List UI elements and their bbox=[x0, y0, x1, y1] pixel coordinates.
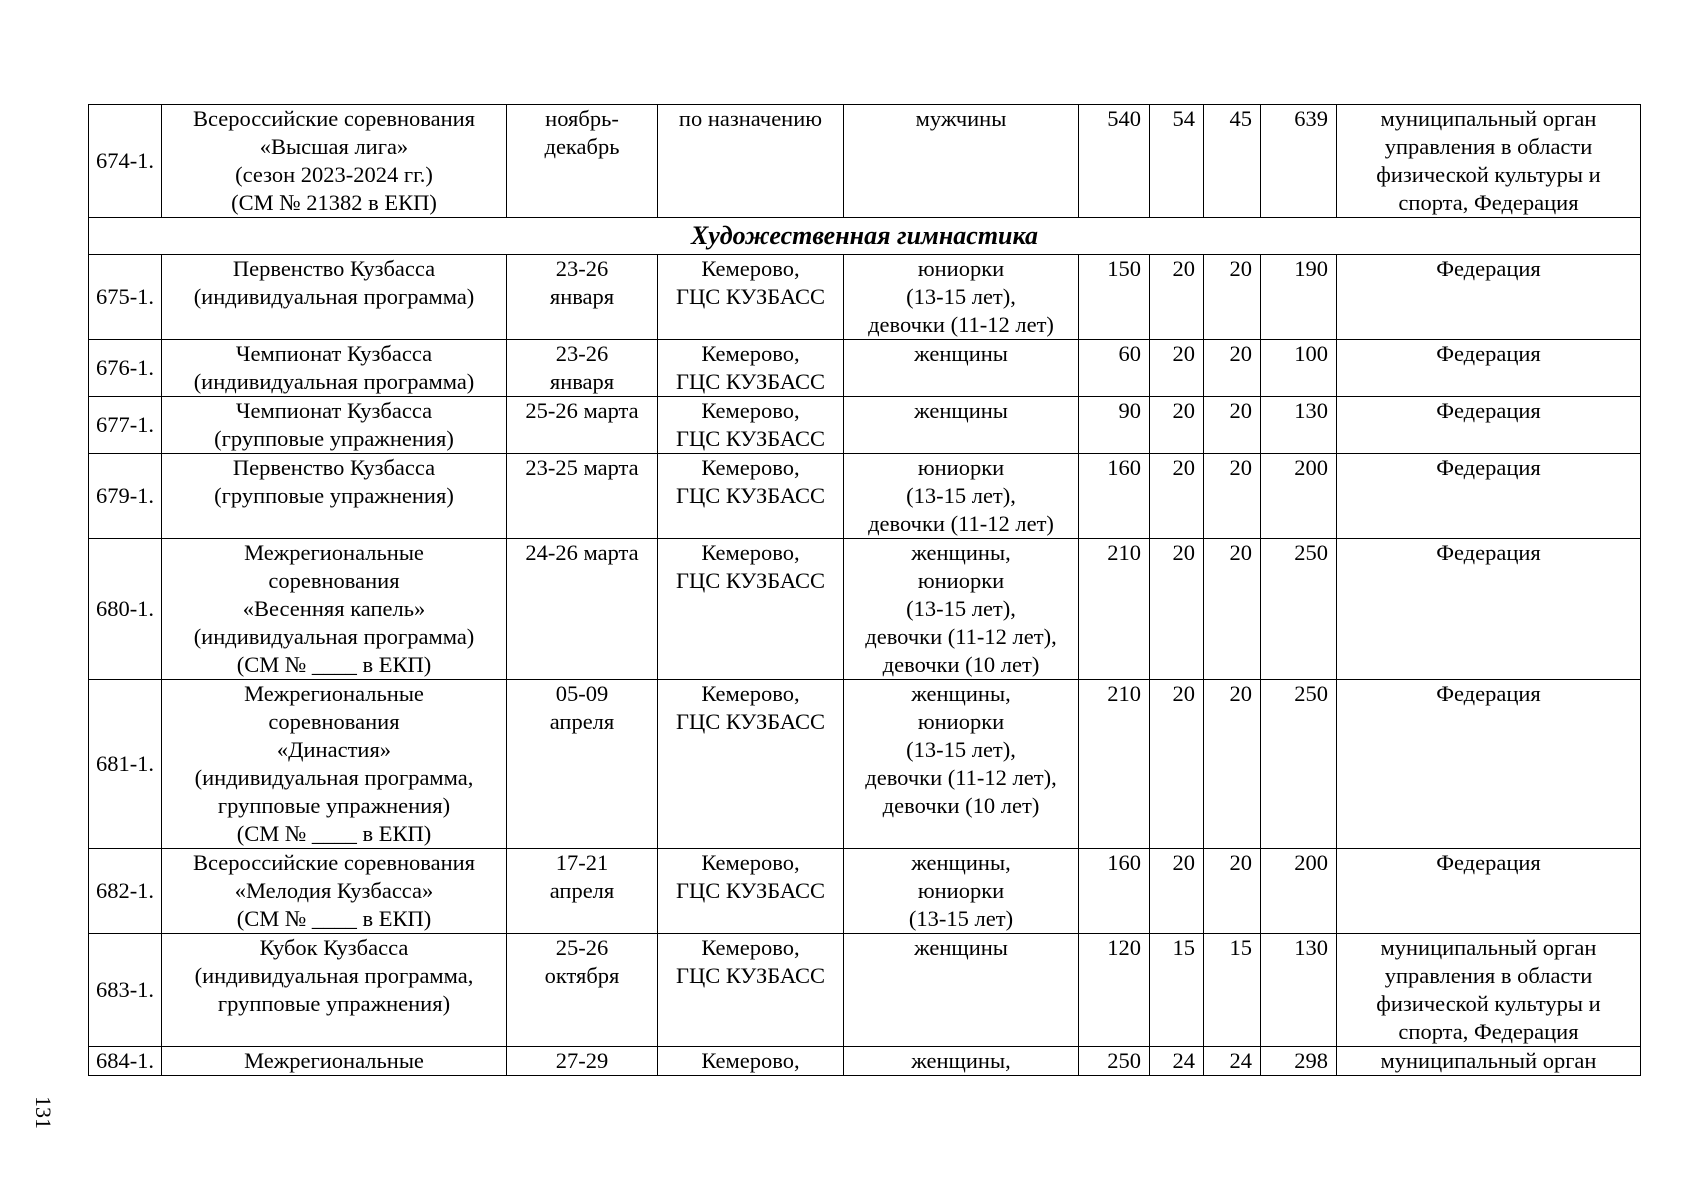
value-3: 20 bbox=[1204, 340, 1261, 397]
row-number: 682-1. bbox=[89, 849, 162, 934]
event-dates: 05-09 апреля bbox=[507, 680, 658, 849]
value-1: 150 bbox=[1079, 255, 1150, 340]
event-dates: 23-26 января bbox=[507, 255, 658, 340]
organizer: Федерация bbox=[1337, 454, 1641, 539]
event-dates: 17-21 апреля bbox=[507, 849, 658, 934]
table-row bbox=[89, 934, 1641, 1047]
value-1: 160 bbox=[1079, 849, 1150, 934]
value-2: 15 bbox=[1150, 934, 1204, 1047]
value-1: 210 bbox=[1079, 680, 1150, 849]
value-2: 20 bbox=[1150, 539, 1204, 680]
table-row bbox=[89, 340, 1641, 397]
table-row bbox=[89, 1047, 1641, 1076]
value-3: 20 bbox=[1204, 849, 1261, 934]
table-row bbox=[89, 849, 1641, 934]
value-total: 130 bbox=[1261, 397, 1337, 454]
value-3: 20 bbox=[1204, 454, 1261, 539]
value-1: 540 bbox=[1079, 105, 1150, 218]
event-participants: женщины bbox=[844, 397, 1079, 454]
row-number: 679-1. bbox=[89, 454, 162, 539]
row-number: 683-1. bbox=[89, 934, 162, 1047]
row-number: 675-1. bbox=[89, 255, 162, 340]
section-title: Художественная гимнастика bbox=[89, 218, 1641, 255]
organizer: Федерация bbox=[1337, 255, 1641, 340]
event-name: Всероссийские соревнования «Высшая лига» (сезон 2023-2024 гг.) (СМ № 21382 в ЕКП) bbox=[162, 105, 507, 218]
event-dates: 23-25 марта bbox=[507, 454, 658, 539]
table-row bbox=[89, 454, 1641, 539]
table-row bbox=[89, 539, 1641, 680]
event-dates: 27-29 bbox=[507, 1047, 658, 1076]
value-3: 20 bbox=[1204, 255, 1261, 340]
event-place: Кемерово, ГЦС КУЗБАСС bbox=[658, 340, 844, 397]
event-place: Кемерово, ГЦС КУЗБАСС bbox=[658, 680, 844, 849]
event-place: Кемерово, ГЦС КУЗБАСС bbox=[658, 454, 844, 539]
value-total: 639 bbox=[1261, 105, 1337, 218]
value-3: 15 bbox=[1204, 934, 1261, 1047]
event-dates: 25-26 марта bbox=[507, 397, 658, 454]
event-participants: женщины, bbox=[844, 1047, 1079, 1076]
table-body bbox=[89, 105, 1641, 1076]
event-place: Кемерово, ГЦС КУЗБАСС bbox=[658, 934, 844, 1047]
event-dates: 23-26 января bbox=[507, 340, 658, 397]
event-participants: мужчины bbox=[844, 105, 1079, 218]
section-header-row bbox=[89, 218, 1641, 255]
value-total: 250 bbox=[1261, 539, 1337, 680]
value-3: 20 bbox=[1204, 680, 1261, 849]
event-place: Кемерово, ГЦС КУЗБАСС bbox=[658, 849, 844, 934]
event-participants: женщины, юниорки (13-15 лет) bbox=[844, 849, 1079, 934]
organizer: Федерация bbox=[1337, 539, 1641, 680]
value-total: 190 bbox=[1261, 255, 1337, 340]
event-participants: юниорки (13-15 лет), девочки (11-12 лет) bbox=[844, 255, 1079, 340]
value-1: 60 bbox=[1079, 340, 1150, 397]
table-row bbox=[89, 680, 1641, 849]
value-1: 160 bbox=[1079, 454, 1150, 539]
value-1: 120 bbox=[1079, 934, 1150, 1047]
row-number: 676-1. bbox=[89, 340, 162, 397]
value-total: 298 bbox=[1261, 1047, 1337, 1076]
event-name: Первенство Кузбасса (индивидуальная программа) bbox=[162, 255, 507, 340]
value-total: 200 bbox=[1261, 454, 1337, 539]
value-2: 20 bbox=[1150, 255, 1204, 340]
row-number: 684-1. bbox=[89, 1047, 162, 1076]
value-total: 250 bbox=[1261, 680, 1337, 849]
organizer: муниципальный орган управления в области физической культуры и спорта, Федерация bbox=[1337, 934, 1641, 1047]
event-participants: женщины, юниорки (13-15 лет), девочки (11-12 лет), девочки (10 лет) bbox=[844, 539, 1079, 680]
value-2: 24 bbox=[1150, 1047, 1204, 1076]
event-name: Чемпионат Кузбасса (групповые упражнения) bbox=[162, 397, 507, 454]
event-place: Кемерово, ГЦС КУЗБАСС bbox=[658, 255, 844, 340]
value-2: 20 bbox=[1150, 340, 1204, 397]
event-participants: женщины bbox=[844, 340, 1079, 397]
value-1: 90 bbox=[1079, 397, 1150, 454]
value-3: 20 bbox=[1204, 539, 1261, 680]
event-name: Межрегиональные соревнования «Весенняя капель» (индивидуальная программа) (СМ № ____ в ЕКП) bbox=[162, 539, 507, 680]
value-3: 24 bbox=[1204, 1047, 1261, 1076]
value-1: 210 bbox=[1079, 539, 1150, 680]
row-number: 681-1. bbox=[89, 680, 162, 849]
value-2: 20 bbox=[1150, 454, 1204, 539]
event-participants: юниорки (13-15 лет), девочки (11-12 лет) bbox=[844, 454, 1079, 539]
value-3: 45 bbox=[1204, 105, 1261, 218]
events-table bbox=[88, 104, 1641, 1076]
event-name: Межрегиональные bbox=[162, 1047, 507, 1076]
row-number: 680-1. bbox=[89, 539, 162, 680]
event-name: Первенство Кузбасса (групповые упражнения) bbox=[162, 454, 507, 539]
page-number: 131 bbox=[31, 1096, 56, 1129]
event-name: Кубок Кузбасса (индивидуальная программа, групповые упражнения) bbox=[162, 934, 507, 1047]
event-name: Чемпионат Кузбасса (индивидуальная программа) bbox=[162, 340, 507, 397]
organizer: муниципальный орган bbox=[1337, 1047, 1641, 1076]
value-2: 20 bbox=[1150, 680, 1204, 849]
event-place: Кемерово, ГЦС КУЗБАСС bbox=[658, 397, 844, 454]
value-total: 130 bbox=[1261, 934, 1337, 1047]
organizer: Федерация bbox=[1337, 680, 1641, 849]
event-dates: ноябрь- декабрь bbox=[507, 105, 658, 218]
value-total: 100 bbox=[1261, 340, 1337, 397]
row-number: 674-1. bbox=[89, 105, 162, 218]
row-number: 677-1. bbox=[89, 397, 162, 454]
event-place: Кемерово, ГЦС КУЗБАСС bbox=[658, 539, 844, 680]
value-2: 20 bbox=[1150, 849, 1204, 934]
value-1: 250 bbox=[1079, 1047, 1150, 1076]
event-dates: 25-26 октября bbox=[507, 934, 658, 1047]
event-participants: женщины, юниорки (13-15 лет), девочки (11-12 лет), девочки (10 лет) bbox=[844, 680, 1079, 849]
event-name: Всероссийские соревнования «Мелодия Кузбасса» (СМ № ____ в ЕКП) bbox=[162, 849, 507, 934]
event-place: Кемерово, bbox=[658, 1047, 844, 1076]
event-dates: 24-26 марта bbox=[507, 539, 658, 680]
table-row bbox=[89, 397, 1641, 454]
event-place: по назначению bbox=[658, 105, 844, 218]
value-2: 20 bbox=[1150, 397, 1204, 454]
organizer: муниципальный орган управления в области физической культуры и спорта, Федерация bbox=[1337, 105, 1641, 218]
value-2: 54 bbox=[1150, 105, 1204, 218]
event-name: Межрегиональные соревнования «Династия» (индивидуальная программа, групповые упражнения) (СМ № ____ в ЕКП) bbox=[162, 680, 507, 849]
table-row bbox=[89, 105, 1641, 218]
organizer: Федерация bbox=[1337, 340, 1641, 397]
organizer: Федерация bbox=[1337, 397, 1641, 454]
value-total: 200 bbox=[1261, 849, 1337, 934]
event-participants: женщины bbox=[844, 934, 1079, 1047]
organizer: Федерация bbox=[1337, 849, 1641, 934]
table-row bbox=[89, 255, 1641, 340]
value-3: 20 bbox=[1204, 397, 1261, 454]
